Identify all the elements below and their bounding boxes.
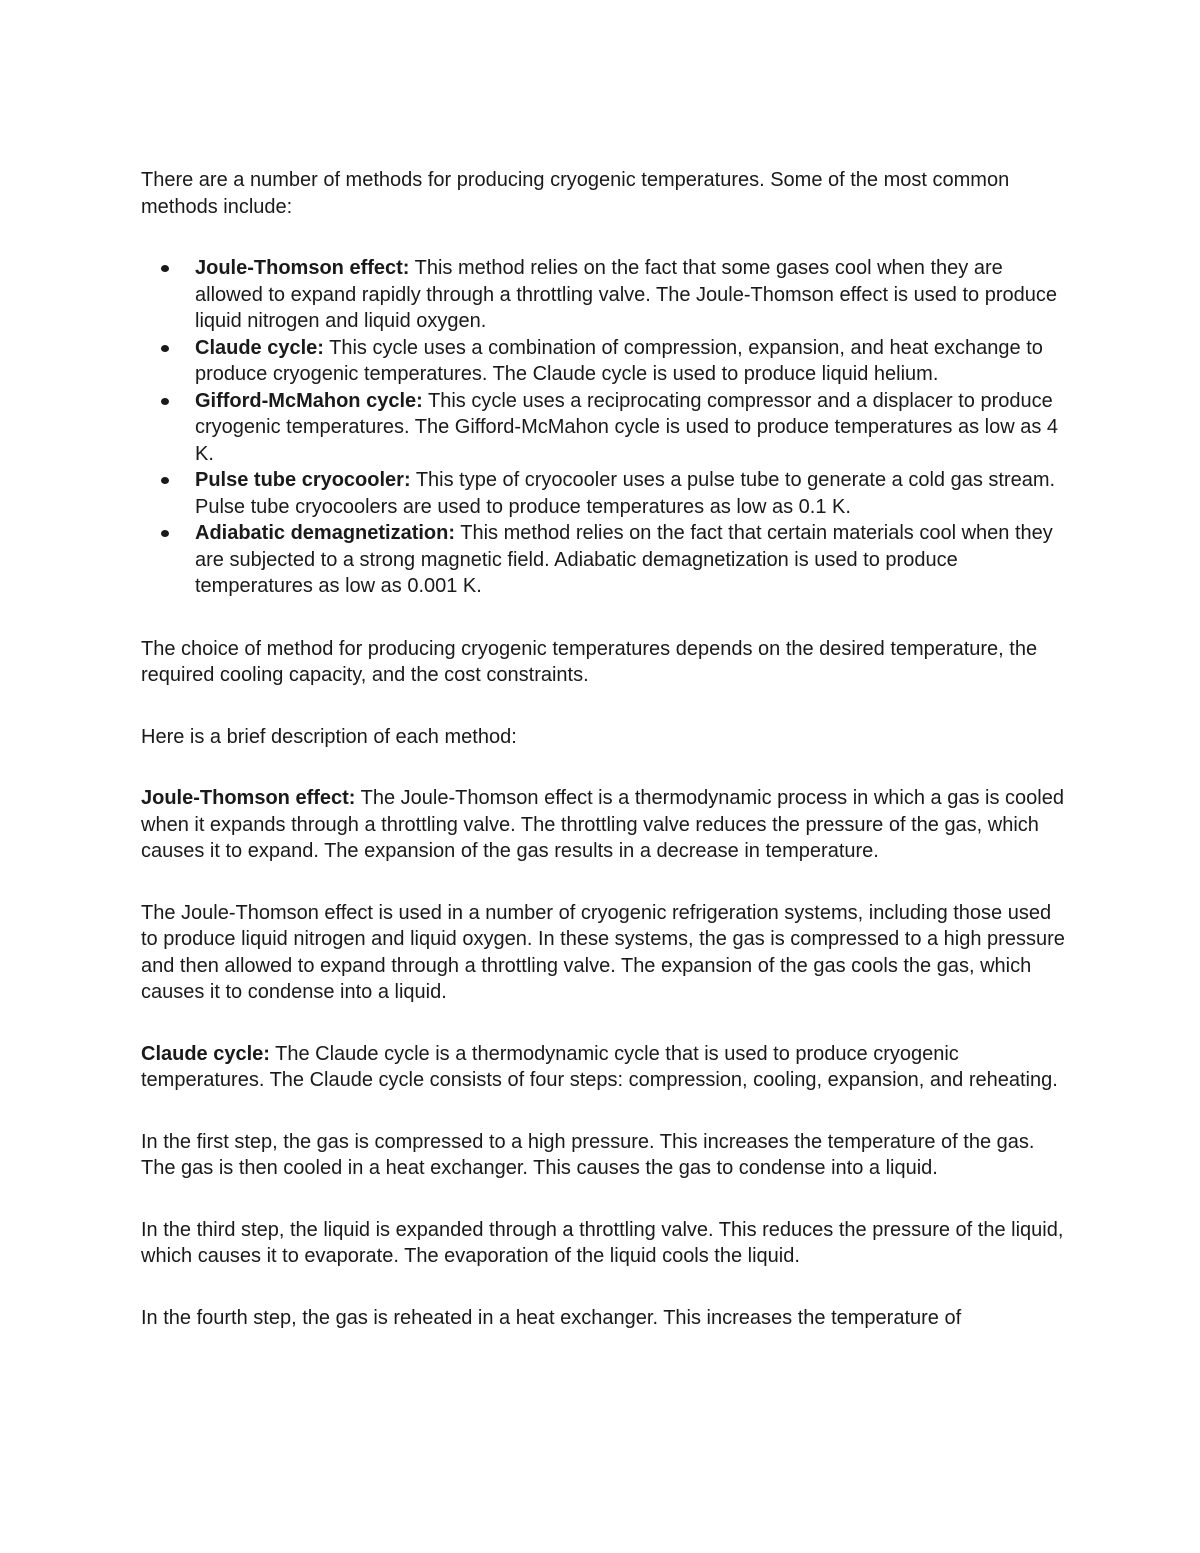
claude-section-term: Claude cycle: — [141, 1042, 270, 1065]
list-item — [141, 335, 1071, 388]
bullet-icon — [161, 265, 169, 272]
third-step-paragraph: In the third step, the liquid is expanded through a throttling valve. This reduces the pressure of the liquid, which causes it to evaporate. The evaporation of the liquid cools the liquid. — [141, 1218, 1064, 1267]
intro-paragraph: There are a number of methods for producing cryogenic temperatures. Some of the most common methods include: — [141, 169, 1010, 218]
list-item-text: This cycle uses a reciprocating compressor and a displacer to produce cryogenic temperatures. The Gifford-McMahon cycle is used to produce temperatures as low as 4 K. — [195, 389, 1058, 465]
list-item-term: Adiabatic demagnetization: — [195, 522, 456, 544]
choice-paragraph: The choice of method for producing cryogenic temperatures depends on the desired temperature, the required cooling capacity, and the cost constraints. — [141, 637, 1038, 686]
description-intro: Here is a brief description of each method: — [141, 725, 517, 748]
bullet-icon — [161, 530, 169, 537]
list-item-text: This cycle uses a combination of compression, expansion, and heat exchange to produce cryogenic temperatures. The Claude cycle is used to produce liquid helium. — [195, 336, 1043, 385]
claude-section-paragraph — [141, 1041, 1071, 1094]
jt-usage-paragraph: The Joule-Thomson effect is used in a number of cryogenic refrigeration systems, including those used to produce liquid nitrogen and liquid oxygen. In these systems, the gas is compressed to a high pressure and then allowed to expand through a throttling valve. The expansion of the gas cools the gas, which causes it to condense into a liquid. — [141, 901, 1065, 1003]
methods-list — [141, 255, 1071, 600]
list-item-term: Pulse tube cryocooler: — [195, 469, 411, 491]
claude-section-text: The Claude cycle is a thermodynamic cycle that is used to produce cryogenic temperatures. The Claude cycle consists of four steps: compression, cooling, expansion, and reheating. — [141, 1042, 1058, 1091]
jt-section-paragraph — [141, 785, 1071, 865]
bullet-icon — [161, 345, 169, 352]
jt-section-term: Joule-Thomson effect: — [141, 787, 356, 809]
list-item-term: Claude cycle: — [195, 336, 324, 359]
document-page — [141, 167, 1071, 1331]
list-item-term: Gifford-McMahon cycle: — [195, 389, 423, 412]
list-item — [141, 520, 1071, 600]
list-item — [141, 467, 1071, 520]
first-step-paragraph: In the first step, the gas is compressed to a high pressure. This increases the temperature of the gas. The gas is then cooled in a heat exchanger. This causes the gas to condense into a liquid. — [141, 1130, 1035, 1179]
bullet-icon — [161, 477, 169, 484]
bullet-icon — [161, 398, 169, 405]
fourth-step-paragraph: In the fourth step, the gas is reheated in a heat exchanger. This increases the temperature of — [141, 1306, 962, 1329]
list-item-text: This type of cryocooler uses a pulse tube to generate a cold gas stream. Pulse tube cryocoolers are used to produce temperatures as low as 0.1 K. — [195, 469, 1056, 518]
list-item-text: This method relies on the fact that certain materials cool when they are subjected to a strong magnetic field. Adiabatic demagnetization is used to produce temperatures as low as 0.001 K. — [195, 522, 1053, 597]
list-item — [141, 255, 1071, 335]
list-item-text: This method relies on the fact that some gases cool when they are allowed to expand rapidly through a throttling valve. The Joule-Thomson effect is used to produce liquid nitrogen and liquid oxygen. — [195, 257, 1058, 332]
list-item — [141, 388, 1071, 468]
jt-section-text: The Joule-Thomson effect is a thermodynamic process in which a gas is cooled when it expands through a throttling valve. The throttling valve reduces the pressure of the gas, which causes it to expand. The expansion of the gas results in a decrease in temperature. — [141, 787, 1064, 862]
list-item-term: Joule-Thomson effect: — [195, 257, 410, 279]
